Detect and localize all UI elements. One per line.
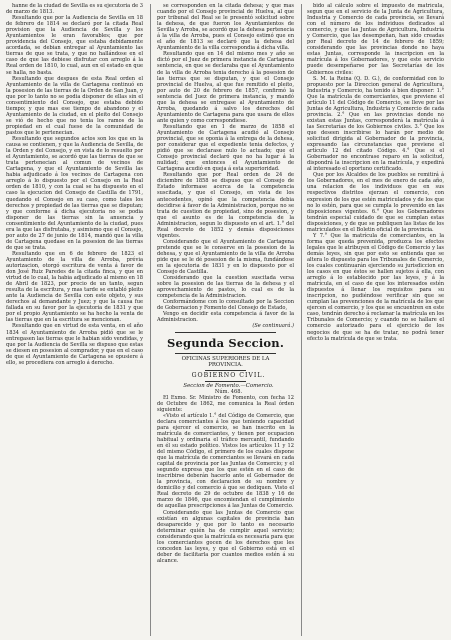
paragraph: El Exmo. Sr. Ministro de Fomento, con fecha 12 de Octubre de 1862, me comunica la Real órden siguiente: [157,394,294,413]
paragraph: Resultando que por Real orden de 24 de diciembre de 1858 se dispuso que el Consejo de Estado informase acerca de la competencia suscitada, y que el Consejo, en vista de los antecedentes, opinó que la competencia debia decidirse á favor de la Administracion, porque no se trata de cuestion de propiedad, sino de posesion, y que el asunto es de la competencia de la Administracion, segun lo dispuesto en el art. 1.° del Real decreto de 1852 y demás disposiciones vigentes. [157,172,294,239]
offices-heading-line1: OFICINAS SUPERIORES DE LA [181,355,270,362]
column-divider [150,4,151,636]
paragraph: Y 7.° Que la matrícula de comerciantes, en la forma que queda prevenida, produzca los efectos legales que le atribuyen el Código de Comercio y las demás leyes, sin que por esto se entienda que se altera lo dispuesto para los Tribunales de Comercio, los cuales continuarán ejerciendo su jurisdiccion en los casos en que éstos se hallen sujetos á ella, con arreglo á lo establecido por las leyes, y á la matrícula, en el caso de que los interesados estén dispuestos á llenar los requisitos para su inscripcion, no pudiéndose verificar sin que se cumplan las prevenciones de la matrícula de los que ejercen el comercio, y los que se encuentren en este caso, tendrán derecho á reclamar la matrícula en los Tribunales de Comercio; y cuando no se hallare el comercio autorizado para el ejercicio de los negocios de que se ha de tratar, no podrá tener efecto la matrícula de que se trata. [307,232,444,342]
column-divider [301,4,302,636]
section-title: Segunda Seccion. [166,335,285,350]
divider [205,370,246,371]
paragraph: Resultando que segundos actos son los que en la causa se contienen, y que la Audiencia de Sevilla, de la Orden y del Consejo, y en vista de lo resuelto por el Ayuntamiento, se acordó que las tierras de que se trata pertenecian al comun de vecinos de Cartagena, y que el Ayuntamiento de Sevilla las habia adjudicado á los vecinos de Cartagena con arreglo á lo dispuesto por el Consejo en la Real orden de 1810, y con la cual se ha dispuesto en el caso la ejecucion del Consejo de Castilla de 1791, quedando el Consejo en su caso, como tales los derechos y propiedad de las tierras que se disputan; y que conforme á dicha ejecutoria no se podia disponer de las tierras sin la anuencia y consentimiento del Ayuntamiento de la ciudad, pues era la que las disfrutaba, y asimismo que el Consejo, por auto de 27 de junio de 1814, mandó que la villa de Cartagena quedase en la posesion de las tierras de que se trata. [6,136,143,251]
paragraph: Resultando que por la Audiencia de Sevilla en 18 de febrero de 1814 se declaró por la citada Real provision que la Audiencia de Sevilla y los Ayuntamientos le eran favorables; que por providencia del Consejo, que estaba debidamente acordada, se debian entregar al Ayuntamiento las tierras de que se trata, y que no hallándose en el caso de que las debiese disfrutar con arreglo á la Real orden de 1810, lo cual, aun en el estado en que se halla, no basta. [6,15,143,76]
government-title: GOBIERNO CIVIL. [191,371,266,379]
column-2-paragraphs [157,3,294,311]
paragraph: Resultando que despues de esta Real orden el Ayuntamiento de la villa de Cartagena continuó en la posesion de las tierras de la Orden de San Juan, y que por lo tanto no se podia disponer de ellas sin el consentimiento del Consejo, que estaba debido tiempo; y que mas ese tiempo de abandono y el Ayuntamiento de la ciudad, en el pleito del Consejo se vió de hecho que no tenia los ramos de la propiedad en el cual fuese de la comunidad de pastos que le pertenecian. [6,75,143,136]
paragraph: Resultando que en 6 de febrero de 1823 el Ayuntamiento de la villa de Arroba, prévia autorizacion, otorgó escritura de venta á favor de don José Ruiz Paredes de la citada finca, y que en virtud de lo cual, la habia adjudicado al mismo en 18 de Abril de 1823, por precio de un tanto, segun resulta de la escritura, y mas tarde se entabló pleito ante la Audiencia de Sevilla con este objeto, y sus derechos al demandante y Juez; y que la causa fue fallada en su favor por la ejecutoria de 1831 y que por el propio Ayuntamiento se ha hecho la venta de las tierras que en la escritura se mencionan. [6,250,143,324]
column-2 [157,3,294,637]
paragraph: Resultando que en 1 de marzo de 1858 el Ayuntamiento de Cartagena acudió al Consejo provincial, que se oponia á la entrega de la dehesa, por considerar que el expediente tenia defectos, y pidió que se declarase nulo lo actuado; que el Consejo provincial declaró que no ha lugar á la nulidad; que entonces el Ayuntamiento de Cartagena acudió en queja á esta superioridad. [157,123,294,173]
paragraph: Considerando que la cuestion suscitada versa sobre la posesion de las tierras de la dehesa y el aprovechamiento de pastos, lo cual es de la competencia de la Administracion. [157,275,294,300]
paragraph: hanne de la ciudad de Sevilla es su ejecutoria de 3 de marzo de 1813. [6,3,143,16]
divider [175,353,276,354]
paragraph: Que por los Alcaldes de los pueblos se remitirá á los Gobernadores, en el mes de enero de cada año, una relacion de los individuos que en sus respectivos distritos ejerzan el comercio, con expresion de los que estén matriculados y de los que no lo estén, para que se cumpla lo prevenido en las disposiciones vigentes. 6.° Que los Gobernadores tendrán especial cuidado de que se cumplan estas disposiciones, y de que se publiquen las listas de los matriculados en el Boletin oficial de la provincia. [307,172,444,233]
paragraph: Resultando que en virtud de esta venta, en el año 1834 el Ayuntamiento de Arroba pidió que se le entregasen las tierras que le habian sido vendidas, y que por la Audiencia de Sevilla se dispuso que estas se diesen en posesion al comprador, y que en el caso de que el Ayuntamiento de Cartagena se opusiere á ello, se procediera con arreglo á derecho. [6,323,143,366]
paragraph: se corresponden en la citada dehesa; y que mas cuando por el Consejo provincial de Huelva, al que por tribunal del Real se le presentó solicitud sobre la dehesa, de que fueron los Ayuntamientos de Sevilla y Arroba, se acordó que la dehesa pertenecia á la villa de Arroba, pues el Consejo estimó que en el año de 1813 se declaró que la dehesa del Ayuntamiento de la villa correspondia á dicha villa. [157,3,294,52]
closing-decision: Vengo en decidir esta competencia á favor de la Administracion. [157,311,294,324]
paragraph: Considerando que las Juntas de Comercio que existían en algunas capitales de provincia han desaparecido y que por lo tanto es necesario determinar quién ha de cumplir aquel servicio; considerando que la matrícula es necesaria para que los comerciantes gocen de los derechos que les conceden las leyes, y que el Gobierno está en el deber de facilitarla por cuantos medios estén á su alcance. [157,509,294,564]
sub-heading: Seccion de Fomento.—Comercio. [183,382,274,389]
divider [175,332,276,333]
paragraph: Conformándome con lo consultado por la Seccion de Gobernacion y Fomento del Consejo de Estado, [157,299,294,312]
divider [205,381,246,382]
offices-heading-line2: PROVINCIA. [208,362,243,369]
paragraph: bido al cálculo sobre el impuesto de matrícula, segun que en el servicio de la Junta de Agricultura, Industria y Comercio de cada provincia, se llevará con el número de los individuos dedicados al comercio, y que las Juntas de Agricultura, Industria y Comercio, que las desempeñan, han sido creadas por Real decreto de 14 de febrero de 1859; considerando que las provincias donde no haya estas Juntas, corresponde la inscripcion en la matrícula á los Gobernadores, y que este servicio puede desempeñarse por las Secretarías de los Gobiernos civiles: [307,3,444,76]
paragraph: Considerando que el Ayuntamiento de Cartagena pretende que se le conserve en la posesion de la dehesa, y que el Ayuntamiento de la villa de Arroba pide que se le dé posesion de la misma, fundándose en la ejecutoria de 1831 y en lo dispuesto por el Consejo de Castilla. [157,238,294,276]
document-number: Núm. 468. [214,388,243,395]
paragraph: «Visto el artículo 1.° del Código de Comercio, que declara comerciantes á los que teniendo capacidad para ejercer el comercio, se han inscrito en la matrícula de comerciantes, y tienen por ocupacion habitual y ordinaria el tráfico mercantil, fundando en él su estado político. Vistos los artículos 11 y 12 del mismo Código, el primero de los cuales dispone que la matrícula de comerciantes se llevará en cada capital de provincia por las Juntas de Comercio; y el segundo expresa que los que estén en el caso de inscribirse deberán hacerlo ante el Gobernador de la provincia, con declaracion de su nombre y domicilio y del comercio á que se dediquen. Visto el Real decreto de 29 de octubre de 1838 y 16 de marzo de 1846, que encomiendan el cumplimiento de aquellas prescripciones á las Juntas de Comercio. [157,412,294,510]
circular-text [157,395,294,564]
column-3 [307,3,444,637]
paragraph: S. M. la Reina (Q. D. G.), de conformidad con lo propuesto por la Direccion general de Agricultura, Industria y Comercio, ha tenido á bien disponer: 1.° Que la matrícula de comerciantes, que previene el artículo 11 del Código de Comercio, se lleve por las Juntas de Agricultura, Industria y Comercio de cada provincia. 2.° Que en las provincias donde no existan estas Juntas, corresponderá la matrícula á las Secretarías de los Gobiernos civiles. 3.° Que los que deseen inscribirse lo harán por medio de solicitud dirigida al Gobernador de la provincia, expresando las circunstancias que previene el artículo 12 del citado Código. 4.° Que si el Gobernador no encontrase reparo en la solicitud, dispondrá la inscripcion en la matrícula, y expedirá al interesado el oportuno certificado. [307,75,444,173]
column-1 [6,3,143,637]
paragraph: Resultando que en 14 del mismo mes y año se dictó por el Juez de primera instancia de Cartagena sentencia, en que se declaraba que el Ayuntamiento de la villa de Arroba tenia derecho á la posesion de las tierras que se disputan, y que el Consejo provincial de Huelva, al que fue remitido el pleito, por auto de 20 de febrero de 1857, confirmó la sentencia del Juez de primera instancia, y mandó que la dehesa se entregase al Ayuntamiento de Arroba, quedando á salvo los derechos del Ayuntamiento de Cartagena para que usara de ellos ante quien y como correspondiese. [157,51,294,124]
to-be-continued: (Se continuará.) [252,323,294,330]
